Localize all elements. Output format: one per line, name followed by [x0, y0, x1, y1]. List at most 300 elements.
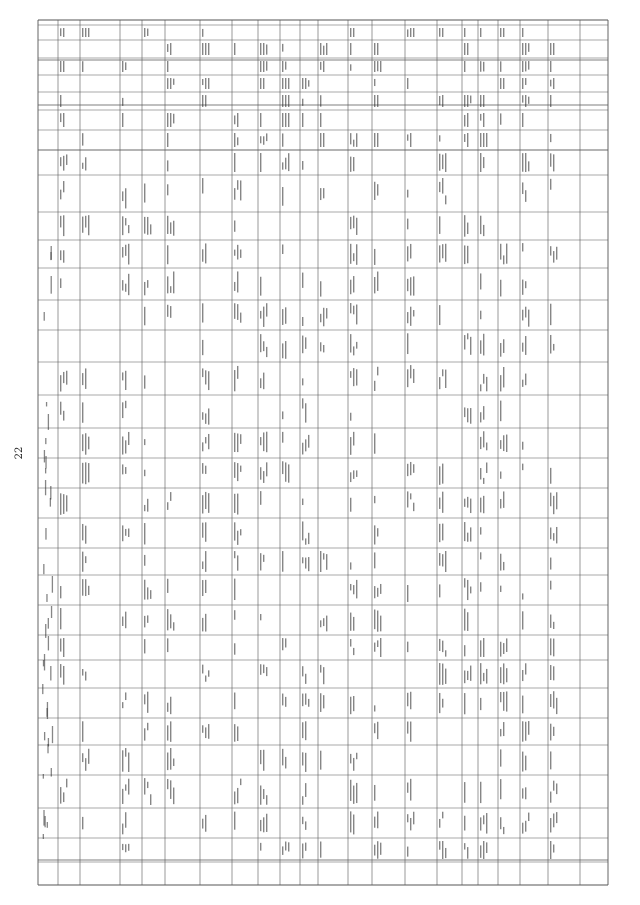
cell-text: [122, 372, 123, 380]
cell-text: [410, 365, 411, 378]
cell-text: [480, 133, 481, 147]
cell-text: [439, 377, 440, 389]
cell-text: [63, 411, 64, 421]
cell-text: [302, 378, 303, 385]
cell-text: [522, 61, 523, 72]
cell-text: [377, 528, 378, 536]
cell-text: [467, 847, 468, 859]
cell-text: [377, 133, 378, 147]
cell-text: [500, 28, 501, 37]
cell-text: [445, 551, 446, 572]
cell-text: [60, 375, 61, 391]
cell-text: [442, 492, 443, 513]
cell-text: [374, 552, 375, 568]
cell-text: [439, 96, 440, 105]
cell-text: [522, 696, 523, 714]
cell-text: [522, 343, 523, 352]
cell-text: [263, 43, 264, 55]
cell-text: [410, 307, 411, 326]
cell-text: [260, 785, 261, 804]
cell-text: [480, 311, 481, 320]
cell-text: [266, 347, 267, 357]
cell-text: [522, 464, 523, 471]
cell-text: [467, 533, 468, 542]
cell-text: [302, 113, 303, 127]
cell-text: [234, 188, 235, 200]
cell-text: [205, 466, 206, 474]
cell-text: [128, 779, 129, 795]
cell-text: [60, 493, 61, 514]
cell-text: [288, 95, 289, 107]
cell-text: [88, 749, 89, 764]
cell-text: [202, 725, 203, 733]
cell-text: [550, 246, 551, 255]
row-label-text: [43, 774, 44, 779]
cell-text: [150, 224, 151, 234]
cell-text: [525, 190, 526, 202]
cell-text: [377, 43, 378, 55]
cell-text: [173, 79, 174, 85]
cell-text: [170, 78, 171, 89]
cell-text: [260, 378, 261, 388]
cell-text: [320, 314, 321, 322]
cell-text: [480, 340, 481, 353]
cell-text: [63, 215, 64, 236]
cell-text: [85, 157, 86, 170]
cell-text: [467, 671, 468, 680]
cell-text: [522, 182, 523, 194]
cell-text: [60, 664, 61, 678]
cell-text: [125, 692, 126, 700]
cell-text: [480, 640, 481, 657]
cell-text: [553, 844, 554, 852]
cell-text: [525, 78, 526, 85]
cell-text: [503, 78, 504, 89]
cell-text: [350, 280, 351, 295]
cell-text: [205, 413, 206, 423]
cell-text: [88, 463, 89, 482]
cell-text: [467, 580, 468, 600]
cell-text: [144, 639, 145, 653]
cell-text: [234, 551, 235, 558]
cell-text: [553, 533, 554, 541]
cell-text: [125, 284, 126, 292]
cell-text: [480, 663, 481, 684]
cell-text: [464, 782, 465, 803]
cell-text: [467, 133, 468, 147]
cell-text: [282, 61, 283, 72]
cell-text: [506, 244, 507, 264]
cell-text: [234, 370, 235, 391]
cell-text: [205, 675, 206, 681]
cell-text: [464, 134, 465, 142]
cell-text: [208, 371, 209, 390]
cell-text: [144, 555, 145, 566]
cell-text: [374, 496, 375, 503]
cell-text: [480, 28, 481, 37]
cell-text: [125, 529, 126, 536]
cell-text: [550, 558, 551, 570]
cell-text: [525, 821, 526, 832]
cell-text: [122, 702, 123, 708]
cell-text: [483, 133, 484, 147]
cell-text: [377, 367, 378, 376]
cell-text: [407, 693, 408, 706]
cell-text: [282, 78, 283, 89]
cell-text: [202, 95, 203, 107]
cell-text: [144, 183, 145, 202]
cell-text: [483, 841, 484, 859]
cell-text: [467, 95, 468, 107]
row-label-text: [50, 498, 51, 507]
cell-text: [550, 792, 551, 803]
cell-text: [528, 310, 529, 327]
cell-text: [323, 61, 324, 72]
cell-text: [500, 499, 501, 509]
cell-text: [170, 113, 171, 127]
cell-text: [63, 156, 64, 171]
cell-text: [240, 313, 241, 323]
cell-text: [282, 162, 283, 169]
cell-text: [350, 697, 351, 714]
cell-text: [439, 154, 440, 171]
cell-text: [480, 273, 481, 289]
cell-text: [237, 366, 238, 379]
cell-text: [470, 337, 471, 355]
cell-text: [525, 307, 526, 318]
cell-text: [170, 492, 171, 501]
cell-text: [60, 250, 61, 260]
cell-text: [439, 135, 440, 141]
cell-text: [285, 95, 286, 107]
row-label-text: [42, 684, 43, 694]
cell-text: [503, 722, 504, 736]
cell-text: [144, 505, 145, 511]
cell-text: [553, 344, 554, 351]
cell-text: [467, 223, 468, 234]
cell-text: [205, 43, 206, 55]
cell-text: [128, 753, 129, 772]
cell-text: [350, 43, 351, 55]
cell-text: [503, 643, 504, 654]
cell-text: [380, 638, 381, 657]
cell-text: [483, 673, 484, 681]
cell-text: [483, 638, 484, 657]
cell-text: [525, 61, 526, 71]
cell-text: [234, 579, 235, 600]
cell-text: [302, 317, 303, 326]
cell-text: [439, 639, 440, 651]
cell-text: [522, 788, 523, 798]
cell-text: [234, 115, 235, 124]
cell-text: [60, 278, 61, 288]
cell-text: [234, 643, 235, 654]
cell-text: [263, 665, 264, 674]
cell-text: [88, 215, 89, 235]
cell-text: [407, 219, 408, 230]
cell-text: [320, 281, 321, 296]
cell-text: [282, 432, 283, 443]
cell-text: [467, 113, 468, 127]
cell-text: [377, 272, 378, 291]
cell-text: [82, 133, 83, 145]
cell-text: [553, 43, 554, 55]
cell-text: [522, 721, 523, 741]
cell-text: [522, 78, 523, 89]
cell-text: [323, 667, 324, 684]
cell-text: [464, 816, 465, 831]
cell-text: [550, 751, 551, 769]
rotated-data-table: [38, 20, 608, 885]
cell-text: [439, 663, 440, 685]
cell-text: [60, 639, 61, 652]
cell-text: [442, 699, 443, 708]
cell-text: [353, 432, 354, 446]
cell-text: [377, 841, 378, 859]
cell-text: [167, 216, 168, 234]
cell-text: [506, 638, 507, 652]
cell-text: [282, 638, 283, 650]
cell-text: [323, 695, 324, 708]
cell-text: [128, 225, 129, 233]
row-label-text: [48, 636, 49, 650]
cell-text: [377, 640, 378, 647]
cell-text: [550, 724, 551, 741]
cell-text: [320, 62, 321, 70]
cell-text: [486, 443, 487, 451]
cell-text: [260, 334, 261, 352]
cell-text: [263, 136, 264, 144]
cell-text: [288, 464, 289, 482]
cell-text: [167, 276, 168, 293]
cell-text: [410, 722, 411, 742]
cell-text: [82, 61, 83, 72]
cell-text: [374, 95, 375, 107]
cell-text: [374, 381, 375, 391]
cell-text: [205, 370, 206, 384]
cell-text: [486, 813, 487, 834]
cell-text: [374, 61, 375, 72]
cell-text: [525, 281, 526, 288]
cell-text: [60, 157, 61, 166]
cell-text: [374, 433, 375, 453]
cell-text: [528, 721, 529, 735]
cell-text: [167, 78, 168, 89]
cell-text: [326, 554, 327, 570]
cell-text: [353, 617, 354, 631]
cell-text: [302, 336, 303, 354]
cell-text: [553, 639, 554, 657]
cell-text: [522, 43, 523, 55]
row-label-text: [50, 666, 51, 680]
cell-text: [407, 29, 408, 37]
cell-text: [234, 693, 235, 710]
cell-text: [266, 462, 267, 476]
cell-text: [500, 61, 501, 72]
cell-text: [237, 180, 238, 190]
cell-text: [285, 757, 286, 769]
cell-text: [63, 666, 64, 685]
cell-text: [356, 218, 357, 235]
cell-text: [374, 249, 375, 265]
cell-text: [202, 29, 203, 37]
cell-text: [374, 277, 375, 293]
cell-text: [407, 642, 408, 652]
cell-text: [500, 113, 501, 124]
cell-text: [282, 309, 283, 325]
cell-text: [234, 133, 235, 147]
cell-text: [467, 497, 468, 508]
cell-text: [374, 586, 375, 598]
cell-text: [234, 433, 235, 452]
cell-text: [480, 437, 481, 449]
cell-text: [407, 847, 408, 857]
cell-text: [240, 180, 241, 200]
cell-text: [506, 668, 507, 682]
cell-text: [480, 384, 481, 391]
cell-text: [353, 815, 354, 835]
cell-text: [302, 443, 303, 455]
cell-text: [445, 669, 446, 684]
cell-text: [550, 694, 551, 707]
cell-text: [464, 245, 465, 264]
cell-text: [556, 527, 557, 543]
cell-text: [308, 80, 309, 86]
cell-text: [285, 697, 286, 707]
cell-text: [480, 216, 481, 234]
cell-text: [439, 498, 440, 509]
cell-text: [128, 844, 129, 851]
cell-text: [410, 692, 411, 709]
cell-text: [260, 437, 261, 445]
cell-text: [350, 562, 351, 569]
row-label-text: [44, 732, 45, 740]
cell-text: [240, 249, 241, 257]
cell-text: [445, 650, 446, 656]
cell-text: [237, 433, 238, 452]
cell-text: [308, 557, 309, 571]
cell-text: [170, 721, 171, 742]
row-label-text: [45, 528, 46, 540]
cell-text: [282, 244, 283, 254]
cell-text: [377, 722, 378, 739]
cell-text: [503, 255, 504, 264]
cell-text: [305, 674, 306, 684]
cell-text: [260, 311, 261, 319]
cell-text: [237, 531, 238, 545]
cell-text: [302, 273, 303, 288]
cell-text: [260, 491, 261, 505]
cell-text: [486, 842, 487, 853]
cell-text: [480, 817, 481, 830]
cell-text: [553, 154, 554, 171]
cell-text: [410, 818, 411, 830]
cell-text: [266, 133, 267, 141]
cell-text: [82, 402, 83, 422]
cell-text: [202, 495, 203, 513]
cell-text: [553, 251, 554, 263]
cell-text: [353, 216, 354, 229]
cell-text: [285, 62, 286, 70]
row-label-text: [50, 486, 51, 499]
row-label-text: [45, 624, 46, 638]
cell-text: [439, 524, 440, 542]
cell-text: [63, 113, 64, 127]
cell-text: [147, 587, 148, 599]
cell-text: [550, 468, 551, 484]
cell-text: [82, 721, 83, 742]
cell-text: [464, 335, 465, 349]
row-label-text: [47, 744, 48, 753]
cell-text: [525, 95, 526, 107]
cell-text: [266, 44, 267, 54]
cell-text: [85, 579, 86, 596]
cell-text: [125, 371, 126, 390]
cell-text: [374, 133, 375, 147]
cell-text: [407, 312, 408, 323]
cell-text: [208, 434, 209, 449]
cell-text: [85, 216, 86, 228]
cell-text: [282, 846, 283, 855]
cell-text: [170, 614, 171, 628]
cell-text: [525, 374, 526, 386]
cell-text: [144, 523, 145, 544]
cell-text: [528, 813, 529, 821]
cell-text: [350, 413, 351, 421]
cell-text: [170, 286, 171, 293]
cell-text: [374, 610, 375, 630]
cell-text: [167, 44, 168, 52]
cell-text: [234, 43, 235, 55]
cell-text: [302, 499, 303, 505]
cell-text: [263, 432, 264, 451]
cell-text: [60, 586, 61, 598]
cell-text: [122, 247, 123, 257]
cell-text: [407, 814, 408, 822]
cell-text: [445, 195, 446, 204]
cell-text: [125, 844, 126, 852]
cell-text: [285, 638, 286, 647]
cell-text: [144, 580, 145, 600]
cell-text: [85, 758, 86, 771]
row-label-text: [45, 456, 46, 468]
cell-text: [302, 722, 303, 738]
cell-text: [407, 190, 408, 198]
cell-text: [167, 609, 168, 630]
cell-text: [266, 303, 267, 316]
cell-text: [202, 819, 203, 829]
cell-text: [167, 133, 168, 147]
cell-text: [266, 667, 267, 676]
cell-text: [266, 814, 267, 832]
cell-text: [486, 377, 487, 391]
cell-text: [234, 522, 235, 540]
cell-text: [500, 642, 501, 657]
cell-text: [323, 345, 324, 352]
cell-text: [326, 43, 327, 55]
cell-text: [439, 819, 440, 828]
cell-text: [464, 95, 465, 107]
cell-text: [320, 113, 321, 127]
cell-text: [506, 691, 507, 711]
cell-text: [467, 43, 468, 55]
cell-text: [503, 827, 504, 834]
cell-text: [353, 368, 354, 386]
cell-text: [522, 593, 523, 599]
cell-text: [377, 588, 378, 597]
cell-text: [85, 526, 86, 544]
cell-text: [439, 182, 440, 192]
